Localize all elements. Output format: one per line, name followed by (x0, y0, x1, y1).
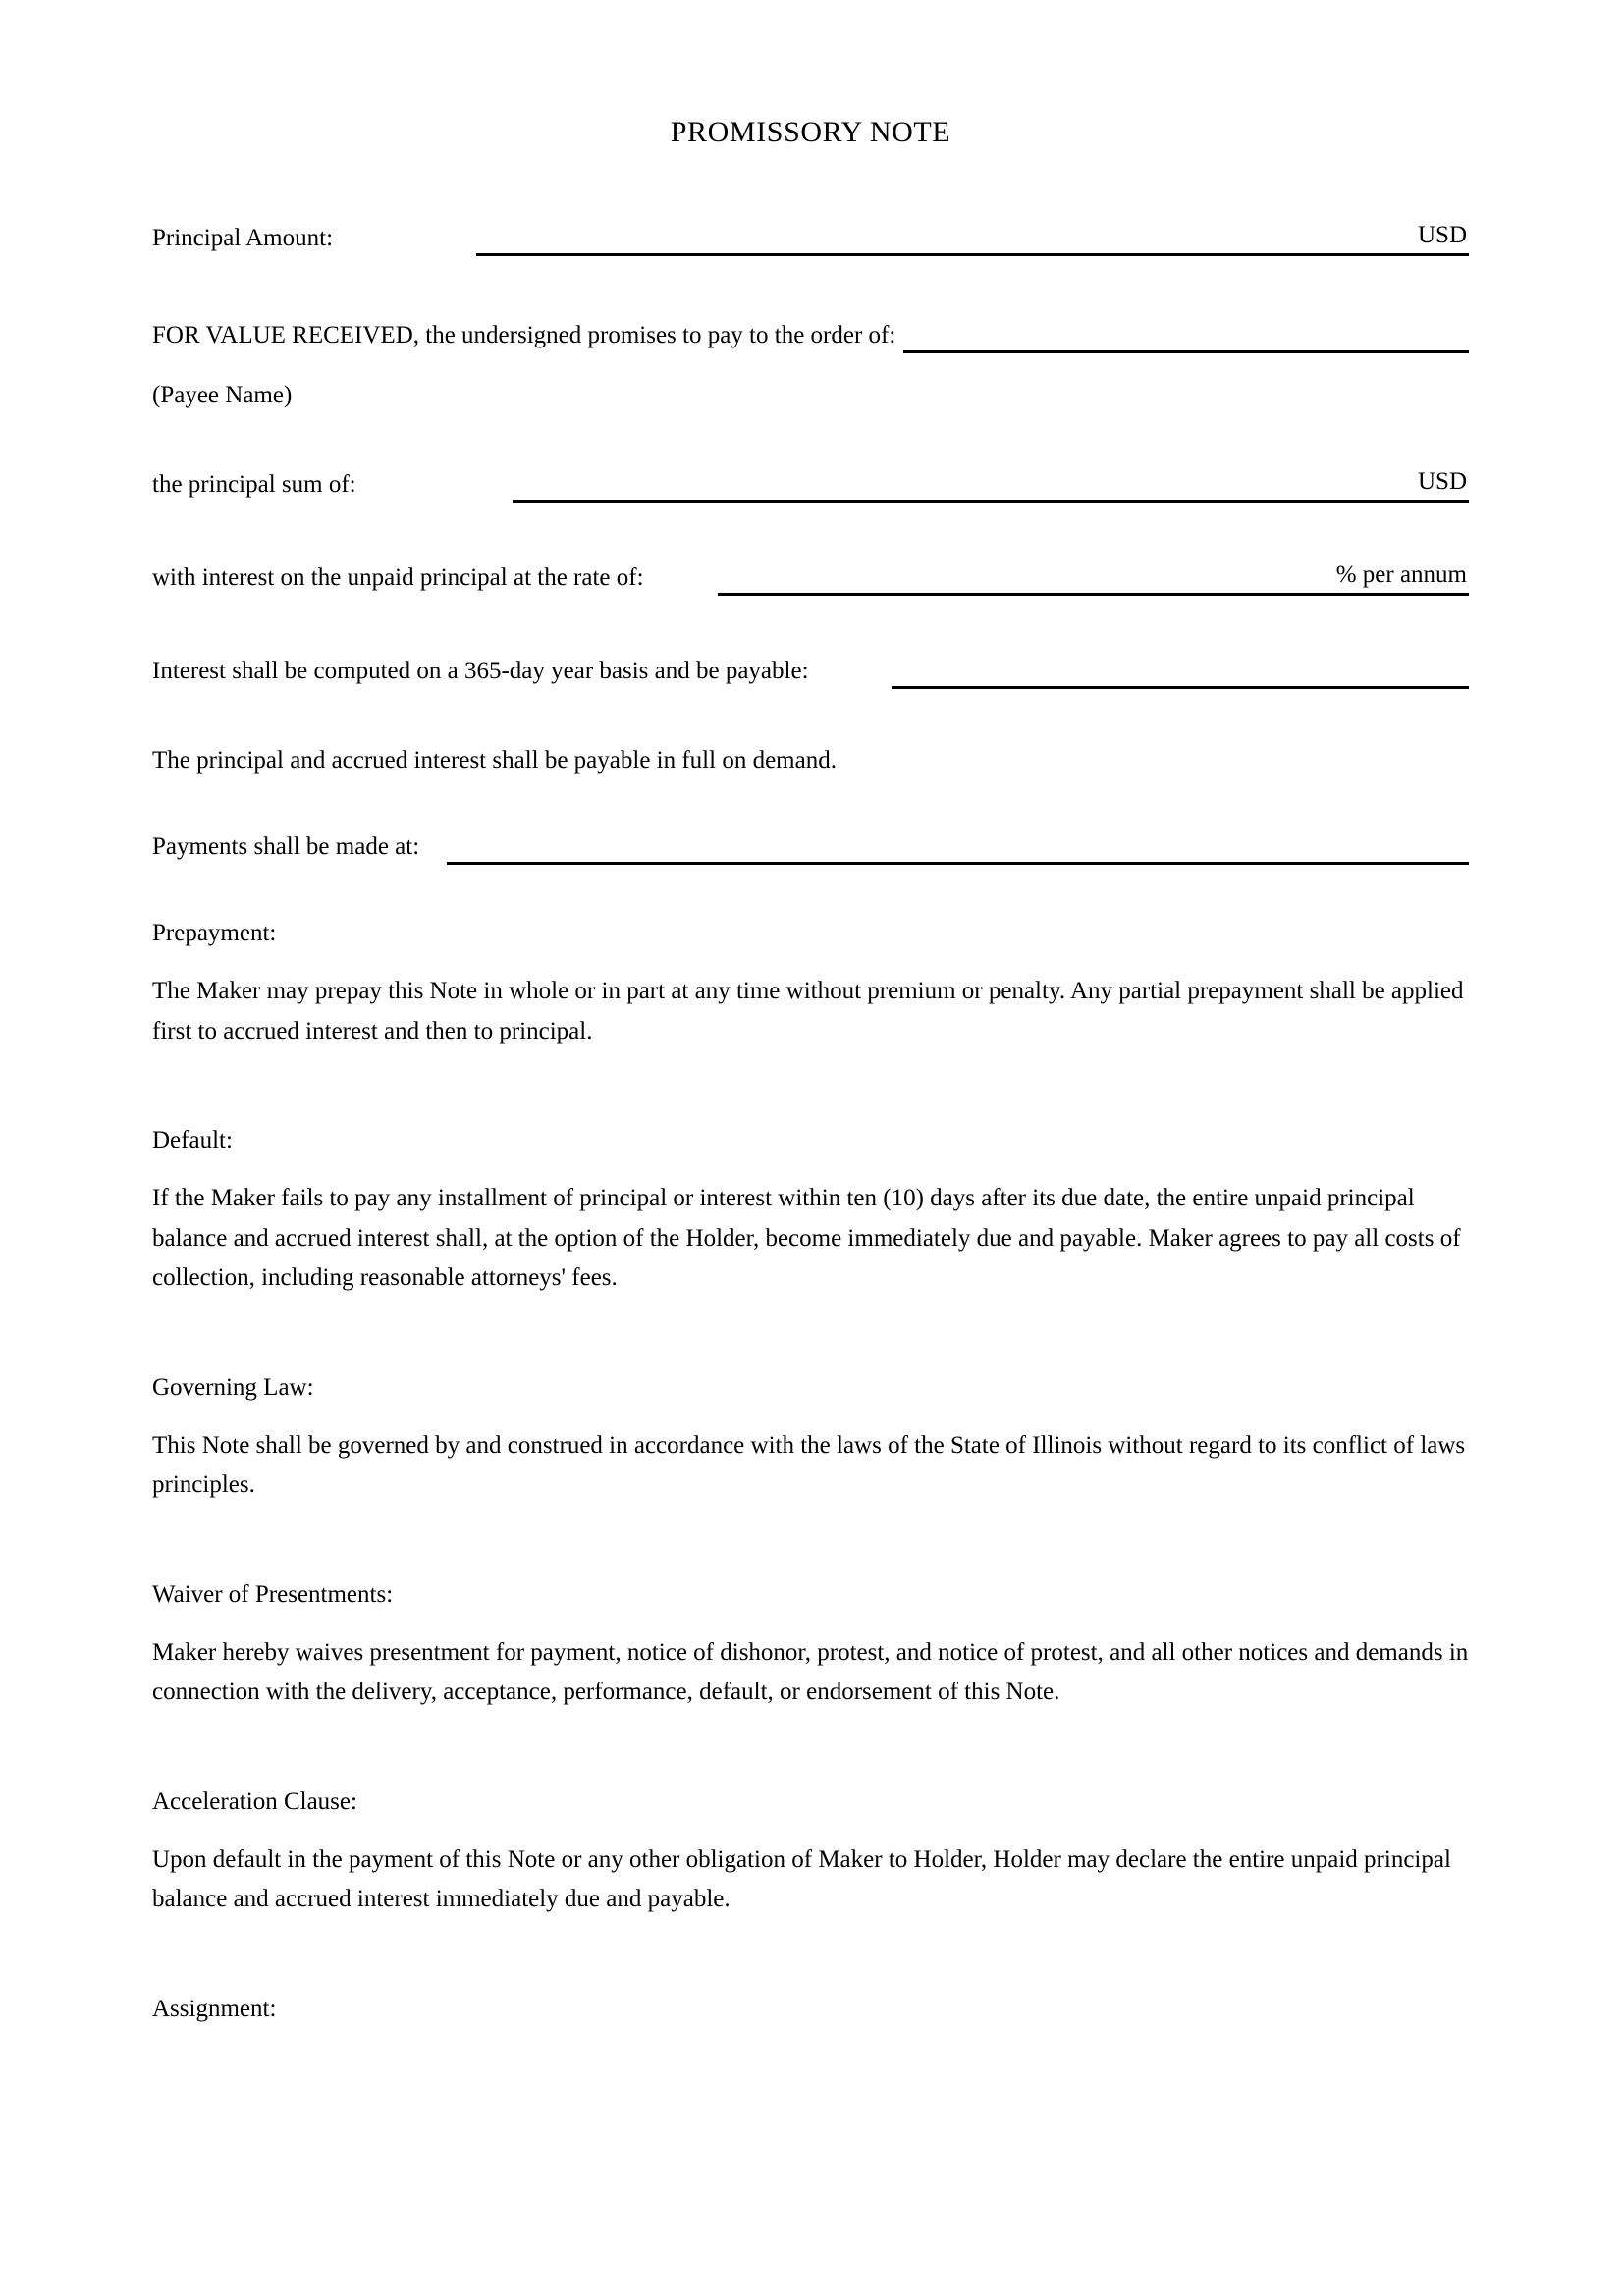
field-interest-rate-label: with interest on the unpaid principal at the rate of: (152, 564, 644, 591)
field-order-of (152, 317, 1469, 353)
section-body-acceleration-clause: Upon default in the payment of this Note or any other obligation of Maker to Holder, Holder may declare the entire unpaid principal balance and accrued interest immediately due and payable. (152, 1845, 1451, 1912)
field-interest-computation-input[interactable] (892, 653, 1469, 689)
field-principal-amount-input[interactable] (476, 220, 1469, 256)
field-payment-location-input[interactable] (447, 828, 1469, 865)
field-order-of-input[interactable] (903, 317, 1469, 353)
field-interest-rate-input[interactable] (718, 560, 1469, 596)
field-principal-sum-label: the principal sum of: (152, 471, 356, 498)
payee-name-hint: (Payee Name) (152, 382, 293, 408)
section-body-governing-law: This Note shall be governed by and construed in accordance with the laws of the State of Illinois without regard to its conflict of laws principles. (152, 1431, 1466, 1498)
section-heading-assignment: Assignment: (152, 1995, 277, 2022)
field-payment-location-label: Payments shall be made at: (152, 833, 420, 860)
section-heading-prepayment: Prepayment: (152, 920, 277, 946)
field-principal-sum-currency: USD (1417, 468, 1467, 495)
section-heading-acceleration-clause: Acceleration Clause: (152, 1788, 357, 1815)
field-principal-amount-label: Principal Amount: (152, 225, 334, 251)
section-body-prepayment: The Maker may prepay this Note in whole or in part at any time without premium or penalty. Any partial prepayment shall be applied first to accrued interest and then to principal. (152, 978, 1464, 1044)
field-principal-sum (152, 466, 1469, 503)
field-interest-computation (152, 653, 1469, 689)
field-payment-location (152, 828, 1469, 865)
section-heading-waiver-of-presentments: Waiver of Presentments: (152, 1580, 394, 1608)
section-body-default: If the Maker fails to pay any installment of principal or interest within ten (10) days after its due date, the entire unpaid principal balance and accrued interest shall, at the option of the Holder, become immediately due and payable. Maker agrees to pay all costs of collection, including reasonable attorneys' fees. (152, 1185, 1461, 1291)
section-heading-governing-law: Governing Law: (152, 1373, 314, 1401)
section-body-waiver-of-presentments: Maker hereby waives presentment for payment, notice of dishonor, protest, and notice of protest, and all other notices and demands in connection with the delivery, acceptance, performance, default, or endorsement of this Note. (152, 1638, 1469, 1705)
document-body (152, 0, 1469, 2021)
field-principal-amount (152, 220, 1469, 256)
field-interest-rate (152, 560, 1469, 596)
field-interest-computation-label: Interest shall be computed on a 365-day year basis and be payable: (152, 658, 809, 684)
field-principal-amount-currency: USD (1417, 222, 1467, 248)
field-order-of-label: FOR VALUE RECEIVED, the undersigned promises to pay to the order of: (152, 322, 896, 348)
section-heading-default: Default: (152, 1127, 233, 1153)
field-principal-sum-input[interactable] (513, 466, 1469, 503)
page-title: PROMISSORY NOTE (670, 116, 951, 148)
demand-statement: The principal and accrued interest shall be payable in full on demand. (152, 747, 837, 774)
field-interest-rate-unit: % per annum (1335, 561, 1467, 588)
